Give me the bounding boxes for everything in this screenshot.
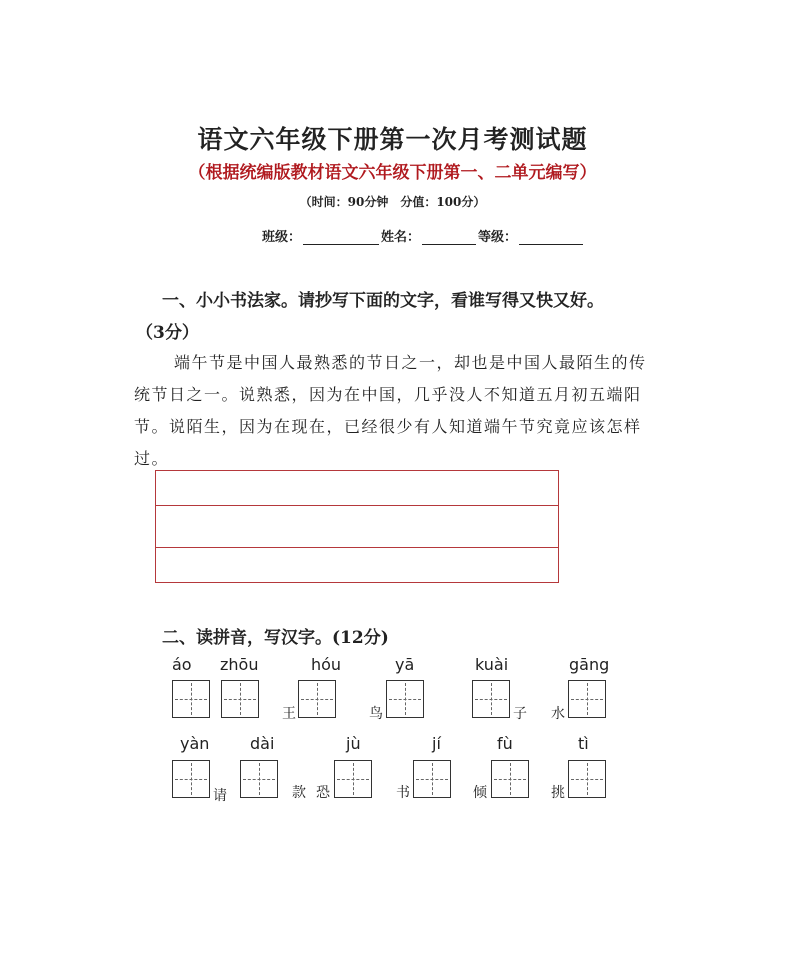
class-field[interactable]: [303, 232, 379, 245]
writing-grid[interactable]: [240, 760, 278, 798]
hanzi-hint: 请: [213, 788, 227, 804]
grade-label: 等级：: [478, 230, 518, 245]
name-field[interactable]: [422, 232, 476, 245]
hanzi-hint: 书: [396, 785, 410, 801]
pinyin-label: dài: [250, 734, 275, 753]
pinyin-label: tì: [578, 734, 589, 753]
grade-field[interactable]: [519, 232, 583, 245]
pinyin-label: kuài: [475, 655, 509, 674]
writing-grid[interactable]: [386, 680, 424, 718]
writing-line: [156, 547, 558, 548]
writing-grid[interactable]: [298, 680, 336, 718]
section1-passage: 端午节是中国人最熟悉的节日之一，却也是中国人最陌生的传统节日之一。说熟悉，因为在中国，几乎没人不知道五月初五端阳节。说陌生，因为在现在，已经很少有人知道端午节究竟应该怎样过。: [134, 353, 647, 468]
copy-writing-box[interactable]: [155, 470, 559, 583]
pinyin-label: gāng: [569, 655, 610, 674]
hanzi-hint: 子: [513, 706, 527, 722]
pinyin-label: hóu: [311, 655, 342, 674]
writing-grid[interactable]: [568, 680, 606, 718]
class-label: 班级：: [262, 230, 302, 245]
pinyin-label: yā: [395, 655, 415, 674]
pinyin-label: zhōu: [220, 655, 259, 674]
writing-grid[interactable]: [221, 680, 259, 718]
pinyin-label: fù: [497, 734, 513, 753]
hanzi-hint: 款: [292, 785, 306, 801]
writing-grid[interactable]: [413, 760, 451, 798]
section1-score: （3分）: [136, 323, 199, 343]
writing-grid[interactable]: [568, 760, 606, 798]
page-title: 语文六年级下册第一次月考测试题: [197, 125, 588, 154]
hanzi-hint: 王: [282, 706, 296, 722]
pinyin-label: áo: [172, 655, 192, 674]
hanzi-hint: 鸟: [369, 706, 383, 722]
pinyin-label: jí: [432, 734, 441, 753]
writing-grid[interactable]: [172, 760, 210, 798]
section1-heading: 一、小小书法家。请抄写下面的文字，看谁写得又快又好。: [162, 291, 604, 311]
writing-grid[interactable]: [491, 760, 529, 798]
section2-heading: 二、读拼音，写汉字。(12分): [162, 628, 389, 648]
writing-grid[interactable]: [334, 760, 372, 798]
writing-grid[interactable]: [472, 680, 510, 718]
pinyin-label: jù: [346, 734, 361, 753]
writing-line: [156, 505, 558, 506]
writing-grid[interactable]: [172, 680, 210, 718]
name-label: 姓名：: [381, 230, 421, 245]
pinyin-label: yàn: [180, 734, 210, 753]
hanzi-hint: 挑: [551, 785, 565, 801]
exam-time-score: （时间：90分钟 分值：100分）: [299, 195, 486, 209]
page-subtitle: （根据统编版教材语文六年级下册第一、二单元编写）: [188, 163, 597, 183]
hanzi-hint: 水: [551, 706, 565, 722]
hanzi-hint: 倾: [473, 785, 487, 801]
hanzi-hint: 恐: [316, 785, 330, 801]
student-info-line: [262, 226, 585, 245]
